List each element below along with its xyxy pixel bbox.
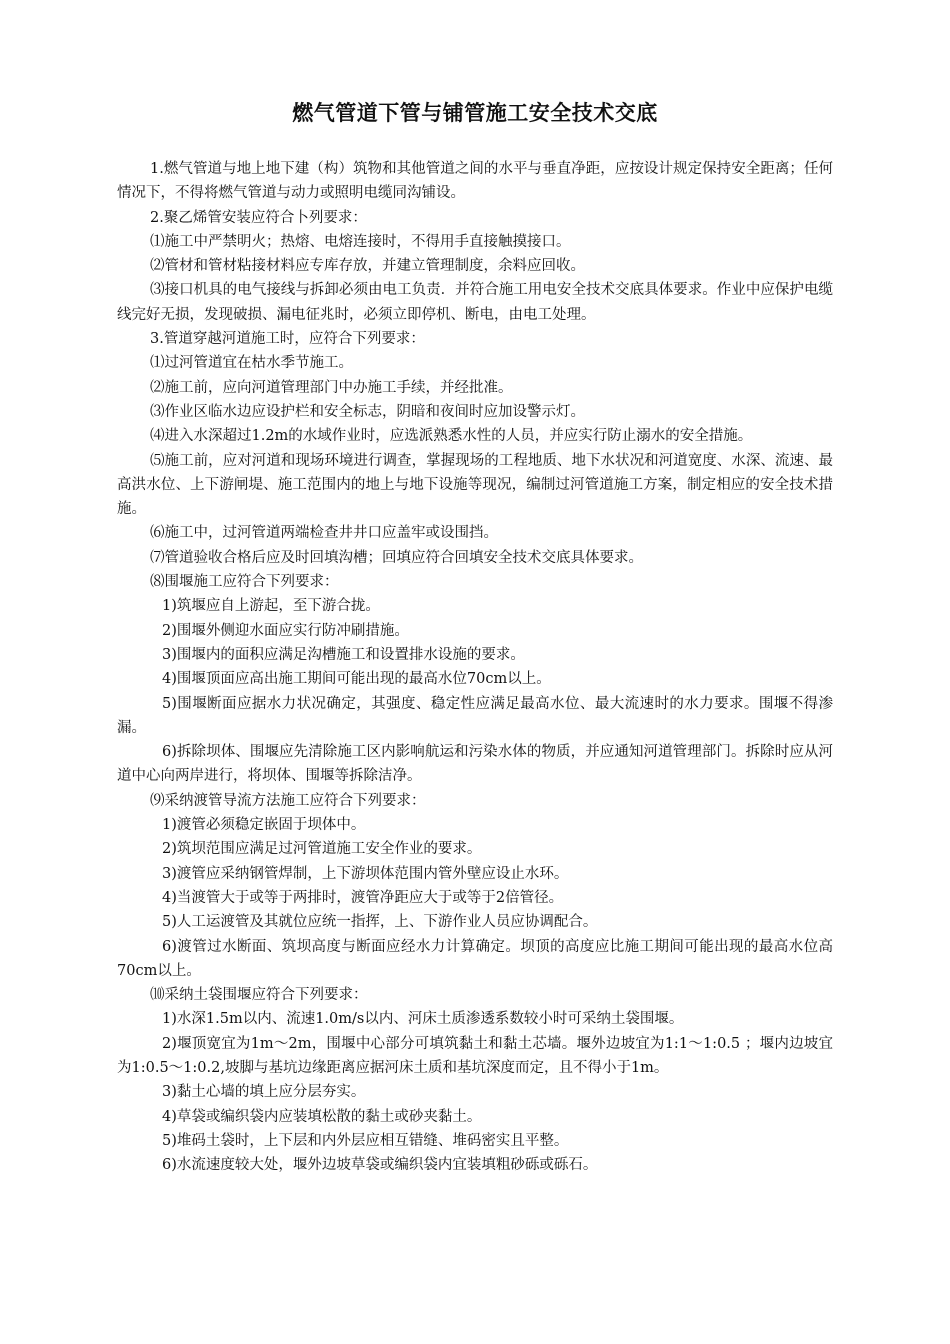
paragraph: ⑹施工中，过河管道两端检查井井口应盖牢或设围挡。 xyxy=(150,525,498,542)
paragraph: 6)水流速度较大处，堰外边坡草袋或编织袋内宜装填粗砂砾或砾石。 xyxy=(162,1157,598,1174)
paragraph: 1)筑堰应自上游起，至下游合拢。 xyxy=(162,598,380,615)
paragraph: 4)围堰顶面应高出施工期间可能出现的最高水位70cm以上。 xyxy=(162,671,551,688)
paragraph: 2.聚乙烯管安装应符合卜列要求： xyxy=(150,209,367,226)
paragraph: ⑶作业区临水边应设护栏和安全标志，阴暗和夜间时应加设警示灯。 xyxy=(150,403,585,420)
document-page xyxy=(117,95,833,1177)
paragraph: 3)围堰内的面积应满足沟槽施工和设置排水设施的要求。 xyxy=(162,646,525,663)
paragraph: ⑵管材和管材粘接材料应专库存放，并建立管理制度，余料应回收。 xyxy=(150,258,585,275)
paragraph: ⑸施工前，应对河道和现场环境进行调查，掌握现场的工程地质、地下水状况和河道宽度、水深、流速、最高洪水位、上下游闸堤、施工范围内的地上与地下设施等现况，编制过河管道施工方案，制定相应的安全技术措施。 xyxy=(117,452,833,518)
paragraph: ⑼采纳渡管导流方法施工应符合下列要求： xyxy=(150,792,426,809)
paragraph: ⑴施工中严禁明火；热熔、电熔连接时，不得用手直接触摸接口。 xyxy=(150,233,571,250)
paragraph: ⑵施工前，应向河道管理部门中办施工手续，并经批准。 xyxy=(150,379,513,396)
paragraph: ⑶接口机具的电气接线与拆卸必须由电工负责．并符合施工用电安全技术交底具体要求。作业中应保护电缆线完好无损，发现破损、漏电征兆时，必须立即停机、断电，由电工处理。 xyxy=(117,282,833,323)
paragraph: ⑽采纳土袋围堰应符合下列要求： xyxy=(150,987,368,1004)
paragraph: 6)拆除坝体、围堰应先清除施工区内影响航运和污染水体的物质，并应通知河道管理部门。拆除时应从河道中心向两岸进行，将坝体、围堰等拆除洁净。 xyxy=(117,744,833,785)
document-body xyxy=(117,157,833,1177)
paragraph: 4)当渡管大于或等于两排时，渡管净距应大于或等于2倍管径。 xyxy=(162,889,564,906)
paragraph: 2)筑坝范围应满足过河管道施工安全作业的要求。 xyxy=(162,841,482,858)
document-title: 燃气管道下管与铺管施工安全技术交底 xyxy=(292,101,658,125)
paragraph: 1.燃气管道与地上地下建（构）筑物和其他管道之间的水平与垂直净距，应按设计规定保持安全距离；任何情况下，不得将燃气管道与动力或照明电缆同沟铺设。 xyxy=(117,161,833,202)
paragraph: 2)堰顶宽宜为1m～2m，围堰中心部分可填筑黏土和黏土芯墙。堰外边坡宜为1:1～1:0.5 ；堰内边坡宜为1:0.5～1:0.2,坡脚与基坑边缘距离应据河床土质和基坑深度而定，且不得小于1m。 xyxy=(117,1035,833,1076)
paragraph: 3)黏土心墙的填上应分层夯实。 xyxy=(162,1084,366,1101)
paragraph: ⑷进入水深超过1.2m的水域作业时，应选派熟悉水性的人员，并应实行防止溺水的安全措施。 xyxy=(150,428,753,445)
paragraph: 4)草袋或编织袋内应装填松散的黏土或砂夹黏土。 xyxy=(162,1108,482,1125)
paragraph: ⑻围堰施工应符合下列要求： xyxy=(150,574,339,591)
paragraph: 5)围堰断面应据水力状况确定，其强度、稳定性应满足最高水位、最大流速时的水力要求。围堰不得渗漏。 xyxy=(117,695,833,736)
paragraph: ⑴过河管道宜在枯水季节施工。 xyxy=(150,355,353,372)
paragraph: 1)渡管必须稳定嵌固于坝体中。 xyxy=(162,817,366,834)
paragraph: 2)围堰外侧迎水面应实行防冲刷措施。 xyxy=(162,622,409,639)
paragraph: ⑺管道验收合格后应及时回填沟槽；回填应符合回填安全技术交底具体要求。 xyxy=(150,549,643,566)
paragraph: 5)人工运渡管及其就位应统一指挥，上、下游作业人员应协调配合。 xyxy=(162,914,598,931)
paragraph: 3)渡管应采纳钢管焊制，上下游坝体范围内管外壁应设止水环。 xyxy=(162,865,569,882)
paragraph: 1)水深1.5m以内、流速1.0m/s以内、河床土质渗透系数较小时可采纳土袋围堰。 xyxy=(162,1011,684,1028)
paragraph: 6)渡管过水断面、筑坝高度与断面应经水力计算确定。坝顶的高度应比施工期间可能出现的最高水位高70cm以上。 xyxy=(117,938,833,979)
paragraph: 3.管道穿越河道施工时，应符合下列要求： xyxy=(150,331,425,348)
paragraph: 5)堆码土袋时，上下层和内外层应相互错缝、堆码密实且平整。 xyxy=(162,1132,569,1149)
